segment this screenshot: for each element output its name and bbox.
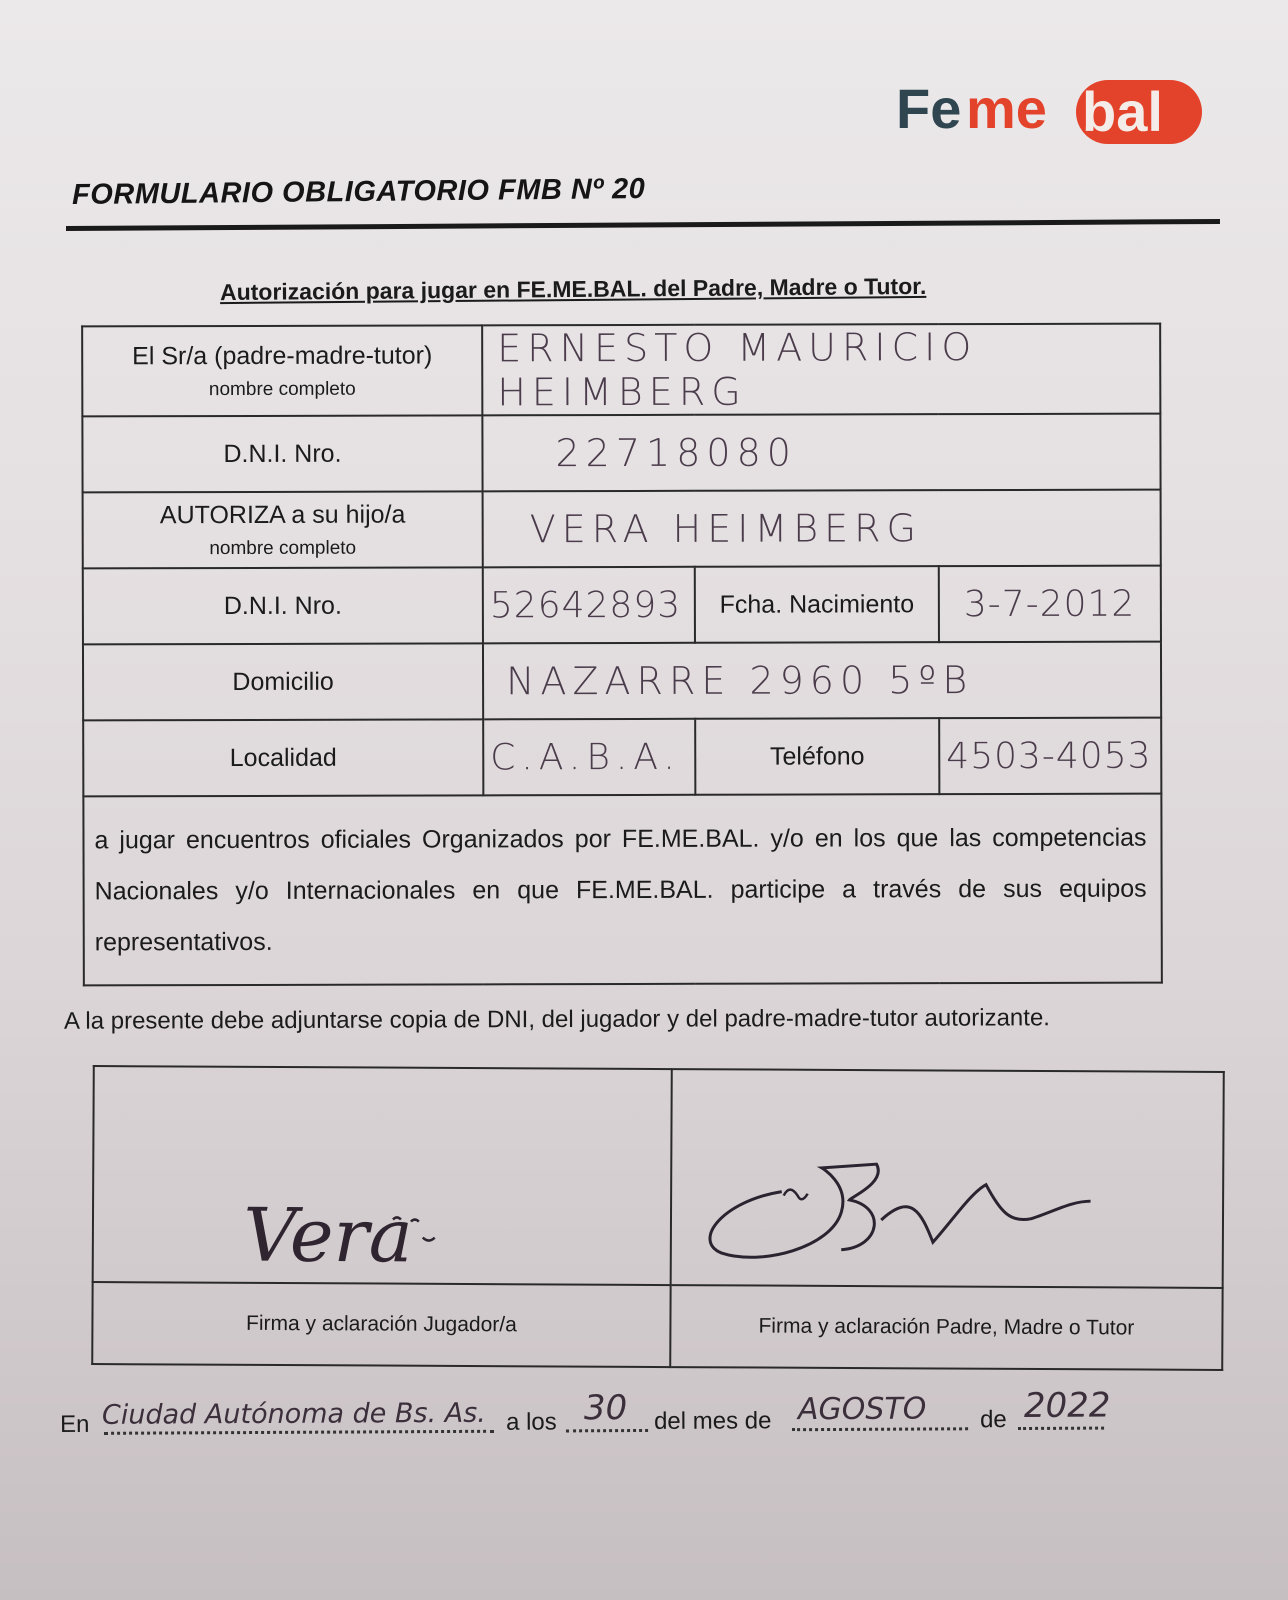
paragraph-row xyxy=(83,794,1162,986)
child-label-cell xyxy=(83,491,483,568)
day-dots xyxy=(566,1429,648,1432)
child-dni-row xyxy=(83,566,1161,645)
svg-text:bal: bal xyxy=(1082,80,1163,143)
player-signature xyxy=(94,1067,671,1284)
child-sublabel: nombre completo xyxy=(209,537,357,559)
svg-text:Fe: Fe xyxy=(896,77,962,140)
child-dni-field[interactable]: 52642893 xyxy=(483,567,695,644)
year-dots xyxy=(1018,1427,1104,1430)
autoriza-label: AUTORIZA a su hijo/a xyxy=(159,500,406,529)
de-label: de xyxy=(979,1406,1007,1434)
parent-name-row xyxy=(82,324,1160,417)
femebal-logo-graphic xyxy=(896,76,1206,148)
telefono-field[interactable]: 4503-4053 xyxy=(939,718,1161,795)
parent-name-field[interactable]: ERNESTO MAURICIO HEIMBERG xyxy=(482,324,1160,416)
a-los-label: a los xyxy=(505,1408,557,1436)
month-dots xyxy=(792,1427,968,1431)
localidad-label: Localidad xyxy=(83,719,483,796)
svg-text:me: me xyxy=(966,77,1047,140)
place-dots xyxy=(104,1430,494,1435)
child-dni-label: D.N.I. Nro. xyxy=(83,567,483,644)
domicilio-row xyxy=(83,642,1161,721)
place-field[interactable]: Ciudad Autónoma de Bs. As. xyxy=(101,1397,486,1431)
parent-dni-field[interactable]: 22718080 xyxy=(482,414,1160,492)
femebal-logo xyxy=(896,76,1206,148)
parent-signature xyxy=(672,1070,1223,1287)
date-place-line xyxy=(60,1383,1220,1449)
form-title: FORMULARIO OBLIGATORIO FMB Nº 20 xyxy=(71,172,646,212)
svg-text:Vera: Vera xyxy=(243,1193,413,1280)
title-divider xyxy=(66,219,1220,231)
year-field[interactable]: 2022 xyxy=(1023,1385,1111,1426)
parent-label-cell xyxy=(82,325,482,416)
authorization-table xyxy=(81,323,1163,987)
en-label: En xyxy=(59,1410,90,1439)
parent-signature-box[interactable] xyxy=(671,1069,1224,1288)
parent-label: El Sr/a (padre-madre-tutor) xyxy=(132,340,433,370)
parent-sublabel: nombre completo xyxy=(208,378,356,400)
localidad-row xyxy=(83,718,1161,797)
parent-dni-row xyxy=(82,414,1160,493)
parent-signature-label: Firma y aclaración Padre, Madre o Tutor xyxy=(670,1285,1222,1370)
child-name-field[interactable]: VERA HEIMBERG xyxy=(483,490,1161,568)
child-name-row xyxy=(83,490,1161,569)
signature-table xyxy=(91,1065,1225,1371)
parent-dni-label: D.N.I. Nro. xyxy=(82,415,482,492)
del-mes-label: del mes de xyxy=(653,1407,772,1435)
day-field[interactable]: 30 xyxy=(583,1388,628,1429)
localidad-field[interactable]: C.A.B.A. xyxy=(483,719,695,796)
player-signature-box[interactable] xyxy=(93,1066,672,1285)
form-subtitle: Autorización para jugar en FE.ME.BAL. del Padre, Madre o Tutor. xyxy=(219,272,927,306)
telefono-label: Teléfono xyxy=(695,718,939,795)
birth-date-field[interactable]: 3-7-2012 xyxy=(939,566,1161,643)
player-signature-label: Firma y aclaración Jugador/a xyxy=(92,1282,670,1367)
attachment-note: A la presente debe adjuntarse copia de DNI, del jugador y del padre-madre-tutor autorizante. xyxy=(63,1004,1050,1035)
domicilio-field[interactable]: NAZARRE 2960 5ºB xyxy=(483,642,1161,720)
authorization-paragraph: a jugar encuentros oficiales Organizados por FE.ME.BAL. y/o en los que las competencias Nacionales y/o Internacionales en que FE.ME.BAL. participe a través de sus equipos representativos. xyxy=(83,794,1162,986)
domicilio-label: Domicilio xyxy=(83,643,483,720)
month-field[interactable]: AGOSTO xyxy=(797,1391,927,1428)
birth-date-label: Fcha. Nacimiento xyxy=(695,566,939,643)
